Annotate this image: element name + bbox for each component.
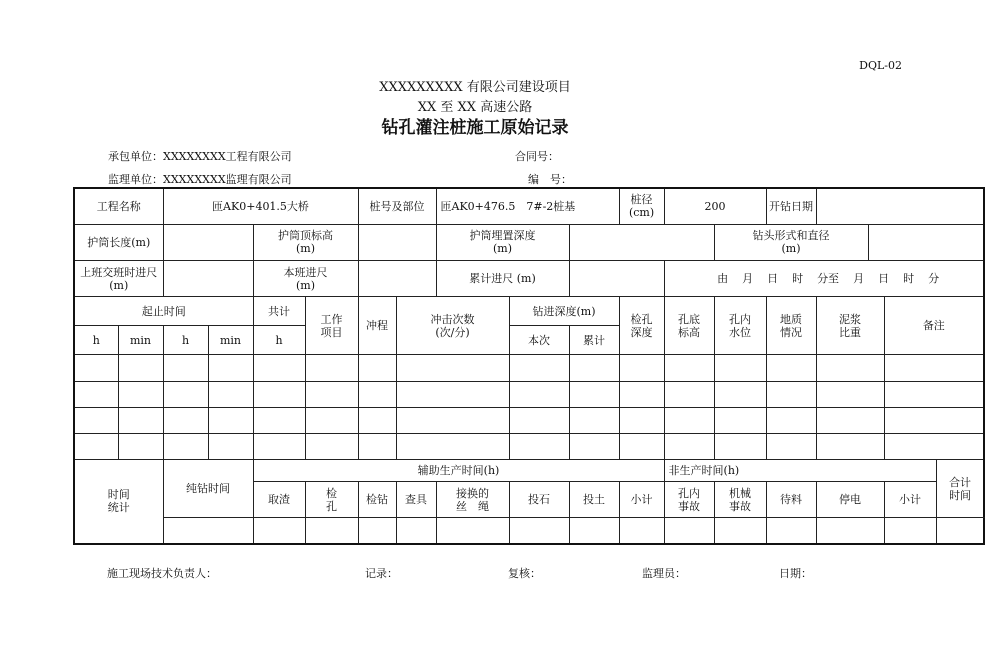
hour-header-end: h (163, 326, 208, 355)
this-shift-label: 本班进尺 (m) (253, 260, 358, 296)
progress-row (74, 260, 984, 296)
bit-check-header: 检钻 (358, 482, 396, 518)
contractor-info: 承包单位：XXXXXXXX工程有限公司 (108, 150, 292, 163)
cumulative-label: 累计进尺 (m) (436, 260, 569, 296)
log-header-row (74, 297, 984, 326)
casing-length-label: 护筒长度(m) (74, 224, 163, 260)
time-range[interactable]: 由 月 日 时 分至 月 日 时 分 (664, 260, 984, 296)
table-row (74, 381, 984, 407)
signature-date: 日期： (779, 567, 812, 580)
total-hour-header: h (253, 326, 305, 355)
material-waiting-header: 待料 (766, 482, 816, 518)
casing-row (74, 224, 984, 260)
geology-header: 地质 情况 (766, 297, 816, 355)
start-stop-time-header: 起止时间 (74, 297, 253, 326)
non-production-subtotal-header: 小计 (884, 482, 936, 518)
title-highway: XX 至 XX 高速公路 (417, 100, 533, 115)
time-statistics-label: 时间 统计 (74, 459, 163, 544)
minute-header-start: min (118, 326, 163, 355)
station-label: 桩号及部位 (358, 188, 436, 224)
remark-header: 备注 (884, 297, 984, 355)
casing-top-value[interactable] (358, 224, 436, 260)
hole-accident-header: 孔内 事故 (664, 482, 714, 518)
tool-check-header: 查具 (396, 482, 436, 518)
minute-header-end: min (208, 326, 253, 355)
stats-header-row (74, 459, 984, 481)
stone-feeding-header: 投石 (509, 482, 569, 518)
previous-shift-label: 上班交班时进尺 (m) (74, 260, 163, 296)
previous-shift-value[interactable] (163, 260, 253, 296)
document-code: DQL-02 (859, 59, 902, 72)
accumulated-header: 累计 (569, 326, 619, 355)
power-outage-header: 停电 (816, 482, 884, 518)
hole-check-header: 检 孔 (305, 482, 358, 518)
pure-drilling-time-label: 纯钻时间 (163, 459, 253, 517)
drill-depth-header: 钻进深度(m) (509, 297, 619, 326)
stats-value-row (74, 518, 984, 544)
mechanical-accident-header: 机械 事故 (714, 482, 766, 518)
total-time-header: 合计 时间 (936, 459, 984, 517)
auxiliary-time-header: 辅助生产时间(h) (253, 459, 664, 481)
cumulative-value[interactable] (569, 260, 664, 296)
start-date-label: 开钻日期 (766, 188, 816, 224)
non-production-time-header: 非生产时间(h) (664, 459, 936, 481)
project-info-row (74, 188, 984, 224)
casing-depth-label: 护筒埋置深度 (m) (436, 224, 569, 260)
mud-density-header: 泥浆 比重 (816, 297, 884, 355)
total-header: 共计 (253, 297, 305, 326)
hole-bottom-header: 孔底 标高 (664, 297, 714, 355)
casing-top-label: 护筒顶标高 (m) (253, 224, 358, 260)
pile-diameter-label: 桩径 (cm) (619, 188, 664, 224)
casing-depth-value[interactable] (569, 224, 714, 260)
this-shift-value[interactable] (358, 260, 436, 296)
rope-change-header: 接换的 丝 绳 (436, 482, 509, 518)
supervisor-info: 监理单位：XXXXXXXX监理有限公司 (108, 173, 292, 186)
recorder-signature: 记录： (365, 567, 398, 580)
project-label: 工程名称 (74, 188, 163, 224)
stroke-header: 冲程 (358, 297, 396, 355)
table-row (74, 433, 984, 459)
project-value[interactable]: 匝AK0+401.5大桥 (163, 188, 358, 224)
casing-length-value[interactable] (163, 224, 253, 260)
clay-feeding-header: 投土 (569, 482, 619, 518)
supervisor-signature: 监理员： (642, 567, 686, 580)
table-row (74, 407, 984, 433)
slag-removal-header: 取渣 (253, 482, 305, 518)
this-time-header: 本次 (509, 326, 569, 355)
bit-type-value[interactable] (868, 224, 984, 260)
station-value[interactable]: 匝AK0+476.5 7#-2桩基 (436, 188, 619, 224)
pile-diameter-value[interactable]: 200 (664, 188, 766, 224)
contract-number: 合同号： (515, 150, 559, 163)
bit-type-label: 钻头形式和直径 (m) (714, 224, 868, 260)
title-company: XXXXXXXXX 有限公司建设项目 (379, 80, 571, 95)
table-row (74, 355, 984, 381)
form-title: 钻孔灌注桩施工原始记录 (381, 118, 569, 138)
record-table (73, 187, 985, 545)
water-level-header: 孔内 水位 (714, 297, 766, 355)
auxiliary-subtotal-header: 小计 (619, 482, 664, 518)
work-item-header: 工作 项目 (305, 297, 358, 355)
start-date-value[interactable] (816, 188, 984, 224)
check-depth-header: 检孔 深度 (619, 297, 664, 355)
serial-number: 编 号： (528, 173, 572, 186)
impact-count-header: 冲击次数 (次/分) (396, 297, 509, 355)
reviewer-signature: 复核： (508, 567, 541, 580)
technical-lead-signature: 施工现场技术负责人： (107, 567, 217, 580)
hour-header-start: h (74, 326, 118, 355)
